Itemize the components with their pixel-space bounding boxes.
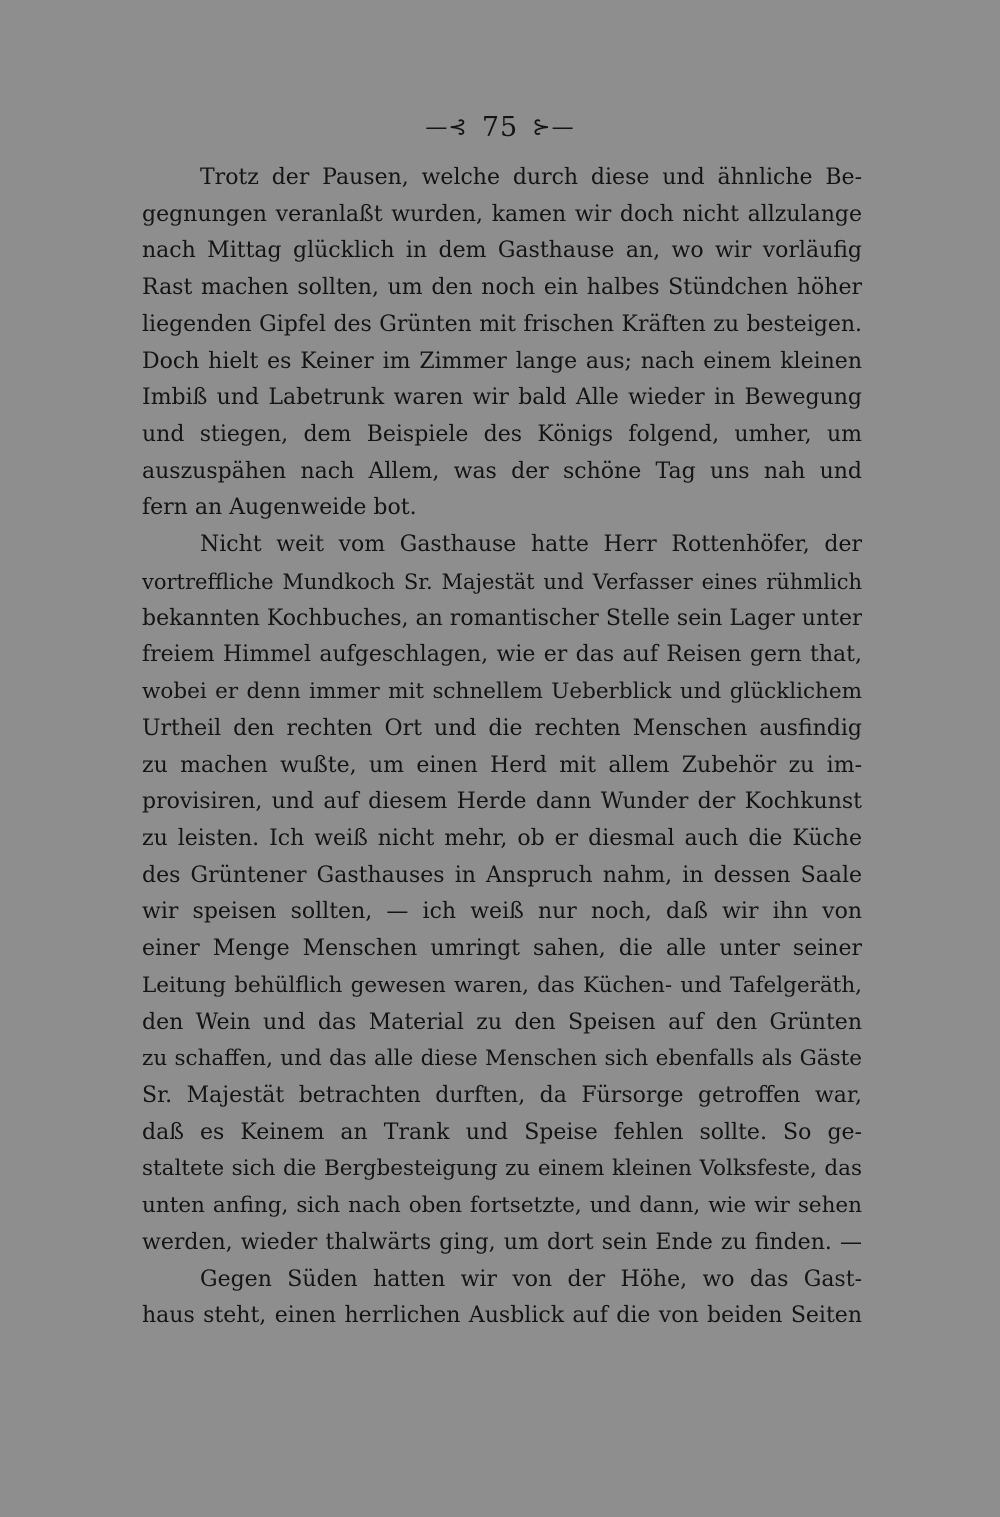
text-line: zu leisten. Ich weiß nicht mehr, ob er diesmal auch die Küche	[142, 825, 862, 851]
text-line: den Wein und das Material zu den Speisen auf den Grünten	[142, 1009, 862, 1035]
text-line: Trotz der Pausen, welche durch diese und ähnliche Be-	[200, 165, 862, 190]
text-line: auszuspähen nach Allem, was der schöne Tag uns nah und	[142, 458, 862, 484]
text-line: freiem Himmel aufgeschlagen, wie er das auf Reisen gern that,	[142, 642, 862, 668]
text-line: vortreffliche Mundkoch Sr. Majestät und Verfasser eines rühmlich	[142, 569, 862, 594]
text-line: Urtheil den rechten Ort und die rechten Menschen ausfindig	[142, 715, 862, 741]
text-line: nach Mittag glücklich in dem Gasthause an, wo wir vorläufig	[142, 238, 862, 264]
text-line: Rast machen sollten, um den noch ein halbes Stündchen höher	[142, 275, 862, 301]
text-line: einer Menge Menschen umringt sahen, die alle unter seiner	[142, 936, 862, 962]
text-line: Sr. Majestät betrachten durften, da Fürsorge getroffen war,	[142, 1082, 862, 1108]
text-line: Nicht weit vom Gasthause hatte Herr Rottenhöfer, der	[200, 532, 862, 558]
text-line: unten anfing, sich nach oben fortsetzte, und dann, wie wir sehen	[142, 1193, 862, 1219]
left-ornament: —⊰	[425, 115, 468, 140]
text-line: fern an Augenweide bot.	[142, 495, 417, 521]
text-line: und stiegen, dem Beispiele des Königs folgend, umher, um	[142, 422, 862, 448]
page-number: 75	[481, 112, 519, 143]
text-line: Gegen Süden hatten wir von der Höhe, wo das Gast-	[200, 1266, 862, 1292]
text-line: wir speisen sollten, — ich weiß nur noch, daß wir ihn von	[142, 899, 862, 925]
text-line: liegenden Gipfel des Grünten mit frischen Kräften zu besteigen.	[142, 311, 862, 337]
text-line: gegnungen veranlaßt wurden, kamen wir doch nicht allzulange	[142, 201, 862, 227]
text-line: bekannten Kochbuches, an romantischer Stelle sein Lager unter	[142, 605, 862, 631]
text-line: zu schaffen, und das alle diese Menschen sich ebenfalls als Gäste	[142, 1046, 862, 1072]
text-line: Doch hielt es Keiner im Zimmer lange aus; nach einem kleinen	[142, 348, 862, 374]
page-header	[0, 108, 1000, 148]
text-line: Imbiß und Labetrunk waren wir bald Alle wieder in Bewegung	[142, 385, 862, 411]
text-line: des Grüntener Gasthauses in Anspruch nahm, in dessen Saale	[142, 862, 862, 888]
text-line: Leitung behülflich gewesen waren, das Küchen- und Tafelgeräth,	[142, 972, 862, 998]
text-line: werden, wieder thalwärts ging, um dort sein Ende zu finden. —	[142, 1229, 862, 1255]
text-line: wobei er denn immer mit schnellem Ueberblick und glücklichem	[142, 679, 862, 705]
text-line: staltete sich die Bergbesteigung zu einem kleinen Volksfeste, das	[142, 1156, 862, 1182]
text-line: provisiren, und auf diesem Herde dann Wunder der Kochkunst	[142, 789, 862, 815]
right-ornament: ⊱—	[532, 115, 575, 140]
text-line: zu machen wußte, um einen Herd mit allem Zubehör zu im-	[142, 752, 862, 778]
text-line: daß es Keinem an Trank und Speise fehlen sollte. So ge-	[142, 1119, 862, 1145]
body-text	[142, 160, 862, 1335]
text-line: haus steht, einen herrlichen Ausblick auf die von beiden Seiten	[142, 1303, 862, 1329]
